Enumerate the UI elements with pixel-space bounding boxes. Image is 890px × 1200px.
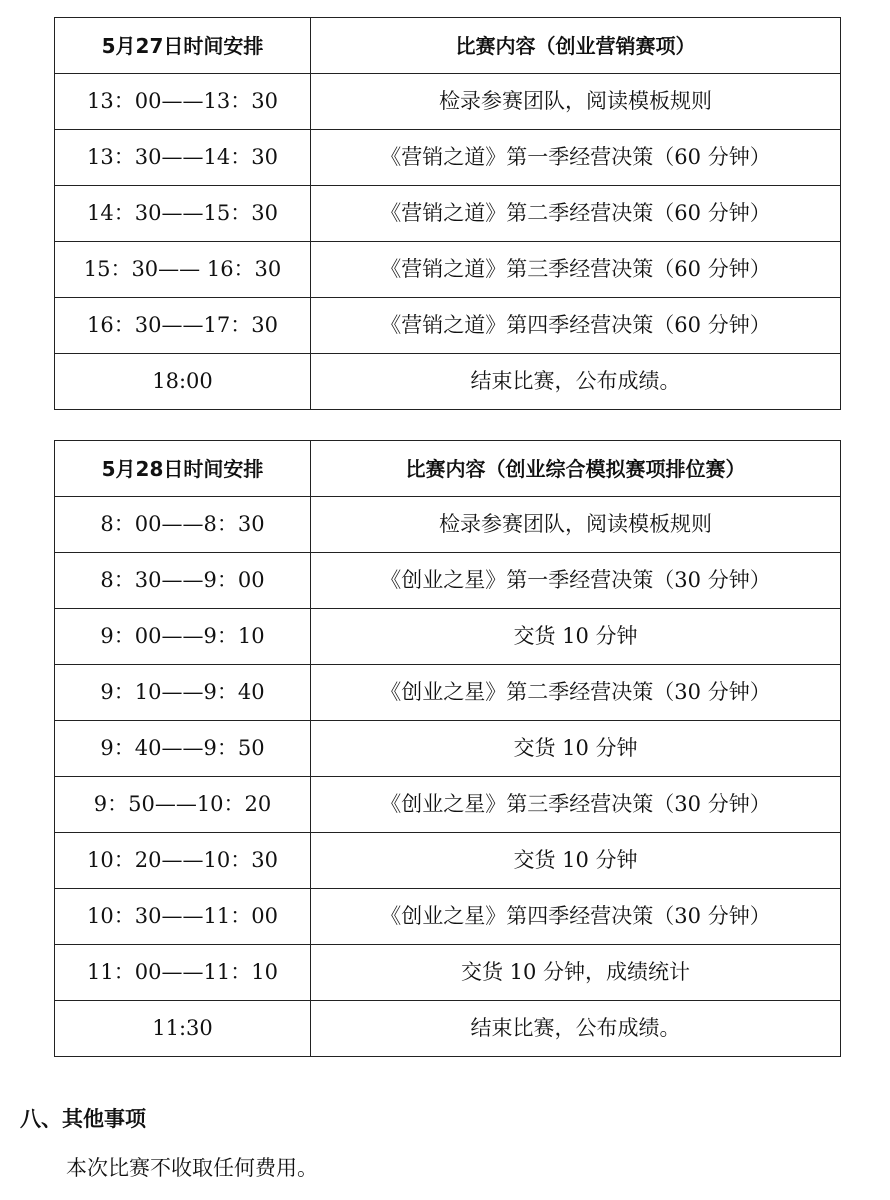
content-cell: 交货 10 分钟，成绩统计 [311, 945, 841, 1001]
table-row [55, 777, 841, 833]
time-cell: 11：00——11：10 [55, 945, 311, 1001]
time-column-header: 5月28日时间安排 [55, 441, 311, 497]
section-heading: 八、其他事项 [20, 1107, 146, 1131]
content-cell: 《创业之星》第四季经营决策（30 分钟） [311, 889, 841, 945]
time-cell: 16：30——17：30 [55, 298, 311, 354]
section-body-text: 本次比赛不收取任何费用。 [66, 1156, 318, 1180]
content-cell: 《创业之星》第二季经营决策（30 分钟） [311, 665, 841, 721]
time-cell: 11:30 [55, 1001, 311, 1057]
content-column-header: 比赛内容（创业综合模拟赛项排位赛） [311, 441, 841, 497]
time-cell: 13：00——13：30 [55, 74, 311, 130]
content-cell: 《营销之道》第二季经营决策（60 分钟） [311, 186, 841, 242]
time-cell: 18:00 [55, 354, 311, 410]
schedule-table-may-27 [54, 17, 841, 410]
time-cell: 10：20——10：30 [55, 833, 311, 889]
content-cell: 检录参赛团队，阅读模板规则 [311, 74, 841, 130]
content-cell: 《创业之星》第一季经营决策（30 分钟） [311, 553, 841, 609]
table-header-row [55, 441, 841, 497]
table-row [55, 721, 841, 777]
time-cell: 13：30——14：30 [55, 130, 311, 186]
table-row [55, 186, 841, 242]
table-row [55, 665, 841, 721]
time-cell: 9：10——9：40 [55, 665, 311, 721]
time-cell: 9：40——9：50 [55, 721, 311, 777]
content-cell: 交货 10 分钟 [311, 833, 841, 889]
time-cell: 9：00——9：10 [55, 609, 311, 665]
table-row [55, 609, 841, 665]
time-cell: 15：30—— 16：30 [55, 242, 311, 298]
table-row [55, 553, 841, 609]
table-row [55, 1001, 841, 1057]
time-cell: 14：30——15：30 [55, 186, 311, 242]
table-row [55, 833, 841, 889]
schedule-table-may-28 [54, 440, 841, 1057]
content-cell: 《营销之道》第三季经营决策（60 分钟） [311, 242, 841, 298]
content-cell: 结束比赛，公布成绩。 [311, 354, 841, 410]
content-cell: 《创业之星》第三季经营决策（30 分钟） [311, 777, 841, 833]
table-header-row [55, 18, 841, 74]
table-row [55, 889, 841, 945]
content-cell: 检录参赛团队，阅读模板规则 [311, 497, 841, 553]
content-cell: 《营销之道》第四季经营决策（60 分钟） [311, 298, 841, 354]
time-cell: 8：00——8：30 [55, 497, 311, 553]
table-row [55, 298, 841, 354]
table-row [55, 354, 841, 410]
table-row [55, 74, 841, 130]
table-row [55, 242, 841, 298]
content-cell: 交货 10 分钟 [311, 609, 841, 665]
content-column-header: 比赛内容（创业营销赛项） [311, 18, 841, 74]
table-row [55, 130, 841, 186]
content-cell: 《营销之道》第一季经营决策（60 分钟） [311, 130, 841, 186]
time-cell: 10：30——11：00 [55, 889, 311, 945]
time-cell: 8：30——9：00 [55, 553, 311, 609]
table-row [55, 945, 841, 1001]
time-column-header: 5月27日时间安排 [55, 18, 311, 74]
time-cell: 9：50——10：20 [55, 777, 311, 833]
table-row [55, 497, 841, 553]
content-cell: 交货 10 分钟 [311, 721, 841, 777]
content-cell: 结束比赛，公布成绩。 [311, 1001, 841, 1057]
